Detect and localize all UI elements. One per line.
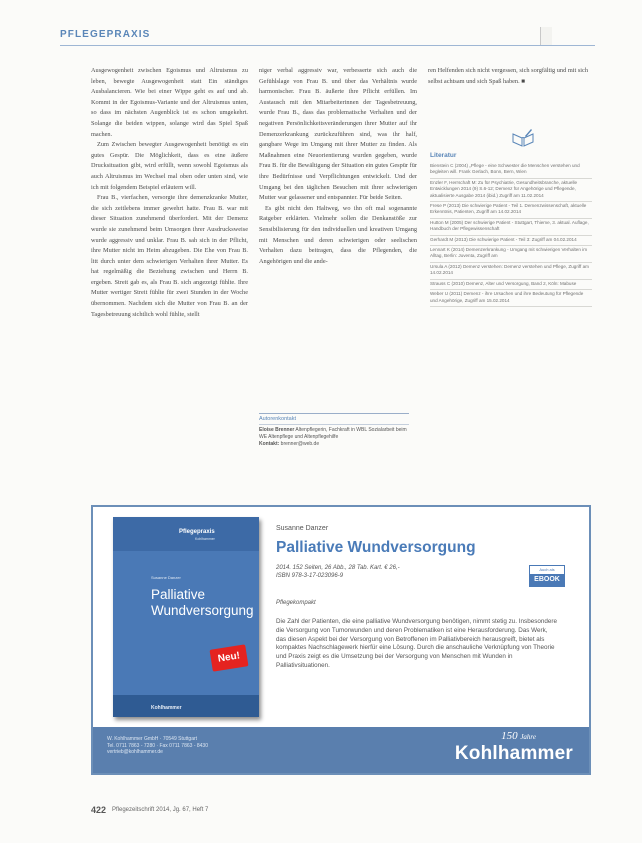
literature-item: Frese P (2013) Die schwierige Patient - Teil 1. Demenzwissenschaft, aktuelle Erkenntnis, Patienten, Zugriff am 14.02.2014 <box>430 202 592 219</box>
section-header: PFLEGEPRAXIS <box>60 29 151 40</box>
anniversary-word: Jahre <box>520 733 536 741</box>
publisher-address: W. Kohlhammer GmbH · 70549 Stuttgart <box>107 736 198 742</box>
ad-series: Pflegekompakt <box>276 600 316 606</box>
ad-details <box>276 564 400 580</box>
literature-item: Lennart K (2014) Demenzerkrankung - Umgang mit schwierigen Verhalten im Alltag, Berlin: Juventa, Zugriff am <box>430 246 592 263</box>
text-column-3 <box>428 66 588 87</box>
ad-title: Palliative Wundversorgung <box>276 539 476 556</box>
literature-list <box>430 162 592 307</box>
literature-heading: Literatur <box>430 152 457 159</box>
cover-series-sub: Kohlhammer <box>195 537 215 541</box>
literature-item: Weber U (2011) Demenz - ihre Ursachen und ihre Bedeutung für Pflegende und Angehörige, Zugriff am 15.02.2014 <box>430 290 592 307</box>
ebook-badge <box>529 565 565 587</box>
ad-footer-band <box>93 727 589 773</box>
paragraph: Zum Zwischen bewegter Ausgewogenheit benötigt es ein gutes Gespür. Die Möglichkeit, dass es eine äußere Drucksituation gibt, wird erfüllt, wenn sowohl Egoismus als auch Altruismus im Wechsel mal oben oder unten sind, wie ich mit folgendem Beispiel erläutern will. <box>91 141 248 191</box>
author-contact-box <box>259 413 409 467</box>
page-edge-tab <box>540 27 552 45</box>
paragraph: Frau B., vierfachen, versorgte ihre demenzkranke Mutter, die sich zeitlebens immer gewehrt hatte. Frau B. war mit dieser Situation zunehmend überfordert. Mit der Demenz wurde sie zunehmend beim Umsorgen ihrer Ausdrucksweise wurde aggressiv und unklar. Frau B. sah sich in der Pflicht, ihre Mutter nicht im Heim abzugeben. Die Ehe von Frau B. litt durch unter dem schwierigen Verhalten ihrer Mutter. Es hat regelmäßig die Beziehung zwischen und Herrn B. ergeben. Streit gab es, als Frau B. sich angezeigt fühlte. Ihre Mutter wertiger Streit fühlte für zwei Stunden in der Woche übernommen. Nachdem sich die Mutter von Frau B. an der Tagesbetreuung sichtlich wohl fühlte, stellt <box>91 194 248 318</box>
cover-bottom-band <box>113 695 259 717</box>
author-description: Altenpflegerin, Fachkraft in WBL Sozialarbeit beim WE Altenpflege und Altenpflegehilfe <box>259 427 407 440</box>
paragraph: Es gibt nicht den Haltweg, wo ihn oft mal sogenannte Ratgeber erklärten. Vielmehr sollen die Denkanstöße zur Sensibilisierung für den individuellen und kreativen Umgang mit Menschen und deren schwierigen oder seelischen Verhalten dazu beitragen, dass die Pflegenden, die Angehörigen und die ande- <box>259 204 417 265</box>
author-email[interactable]: brenner@web.de <box>280 441 320 447</box>
cover-title <box>151 587 254 619</box>
book-advertisement <box>91 505 591 775</box>
literature-item: Strauss C (2010) Demenz, Alter und Versorgung, Band 2, Köln: Mabuse <box>430 280 592 290</box>
literature-item: Gerhardt M (2013) Die schwierige Patient - Teil 3: Zugriff am 04.02.2014 <box>430 236 592 246</box>
literature-item: Enzler F, Herrschaft M: Zu für Psychiatrie, Gesundheitsbranche, aktuelle Entwicklungen 2014 (9) S.6-12; Demenz für Angehörige und Pflegende, aktualisierte Ausgabe 2014 (ibid.) Zugriff am 11.02.2014 <box>430 179 592 202</box>
literature-item: Bienstein C (2004) „Pflege - eine Schwester die Menschen verstehen und begleiten will. Frank Gerlach, Bonn, Bern, Wien <box>430 162 592 179</box>
publisher-phone: Tel. 0711 7863 - 7280 · Fax 0711 7863 - 8430 <box>107 742 208 749</box>
cover-series: Pflegepraxis <box>179 529 215 535</box>
journal-citation: Pflegezeitschrift 2014, Jg. 67, Heft 7 <box>112 807 209 813</box>
publisher-contact <box>107 736 208 756</box>
cover-publisher: Kohlhammer <box>151 705 182 711</box>
open-book-icon <box>511 128 535 148</box>
header-rule <box>60 45 595 46</box>
ebook-badge-label: EBOOK <box>530 574 564 586</box>
literature-item: Ursula A (2012) Demenz verstehen: Demenz verstehen und Pflege, Zugriff am 14.02.2014 <box>430 263 592 280</box>
closing-paragraph: ren Helfenden sich nicht vergessen, sich sorgfältig und mit sich selbst achtsam und sich Spaß haben. ■ <box>428 67 588 85</box>
publisher-email[interactable]: vertrieb@kohlhammer.de <box>107 749 163 756</box>
paragraph: Ausgewogenheit zwischen Egoismus und Altruismus zu leben, bewegte Ausgewogenheit statt Ein ständiges Ausbalancieren. Wie bei einer Wippe geht es auf und ab. Kommt in der Egoismus-Variante und der Altruismus unten, so dass im nächsten Augenblick ist es schon umgekehrt. Solange die beiden wippen, solange wird das Spiel Spaß machen. <box>91 67 248 138</box>
publisher-logo: Kohlhammer <box>454 743 573 764</box>
author-box-title: Autorenkontakt <box>259 416 296 422</box>
cover-title-line-1: Palliative <box>151 587 206 602</box>
text-column-1 <box>91 66 248 320</box>
author-name: Eloise Brenner <box>259 427 295 433</box>
paragraph: niger verbal aggressiv war, verbesserte sich auch die Gefühlslage von Frau B. und über das Verhältnis wurde harmonischer. Frau B. äußerte ihre Pflicht erfüllen. Im Austausch mit den Mitarbeiterinnen der Tagesbetreuung, wurde Frau B., dass das problematische Verhalten und der negativen Persönlichkeitsveränderungen ihrer Mutter auf ihr Demenzerkrankung zurückzuführen sind, was ihr half, gangbare Wege im Umgang mit ihrer Mutter zu finden. Als Maßnahmen eine Neuorientierung wurden gegeben, wurde Frau B. für die Bewältigung der Situation ein gutes Gespür für ihre Bedürfnisse und Verpflichtungen entwickelt. Und der Umgang bei den täglichen Besuchen mit ihrer schwierigen Mutter war gelassener und entspannter. Für beide Seiten. <box>259 67 417 202</box>
cover-author: Susanne Danzer <box>151 575 181 580</box>
book-cover <box>113 517 259 717</box>
page-number: 422 <box>91 805 107 815</box>
author-contact-label: Kontakt: <box>259 441 280 447</box>
anniversary-mark <box>501 730 536 742</box>
ebook-badge-top: Auch als <box>539 567 555 572</box>
cover-title-line-2: Wundversorgung <box>151 603 254 618</box>
ad-details-line-1: 2014. 152 Seiten, 26 Abb., 28 Tab. Kart. € 26,- <box>276 565 400 571</box>
ad-isbn: ISBN 978-3-17-023096-9 <box>276 573 344 579</box>
literature-item: Hutton M (2005) Der schwierige Patient - Stuttgart, Thieme, 3. aktual. Auflage, Handbuch der Pflegewissenschaft <box>430 219 592 236</box>
text-column-2 <box>259 66 417 267</box>
ad-author: Susanne Danzer <box>276 525 329 532</box>
author-info <box>259 425 409 448</box>
ad-description: Die Zahl der Patienten, die eine palliative Wundversorgung benötigen, nimmt stetig zu. Insbesondere die Versorgung von Tumorwunden und deren Problematiken ist eine Herausforderung. Das Werk, das diesen Aspekt bei der Versorgung von Betroffenen im Palliativbereich herausgreift, bietet als kompaktes Nachschlagewerk hierfür eine Lösung. Durch die anschauliche Verknüpfung von Theorie und Praxis zeigt es die Umsetzung bei der Versorgung von Menschen mit Wunden in Palliativsituationen. <box>276 618 557 669</box>
new-badge: Neu! <box>210 644 249 671</box>
anniversary-number: 150 <box>501 730 518 742</box>
